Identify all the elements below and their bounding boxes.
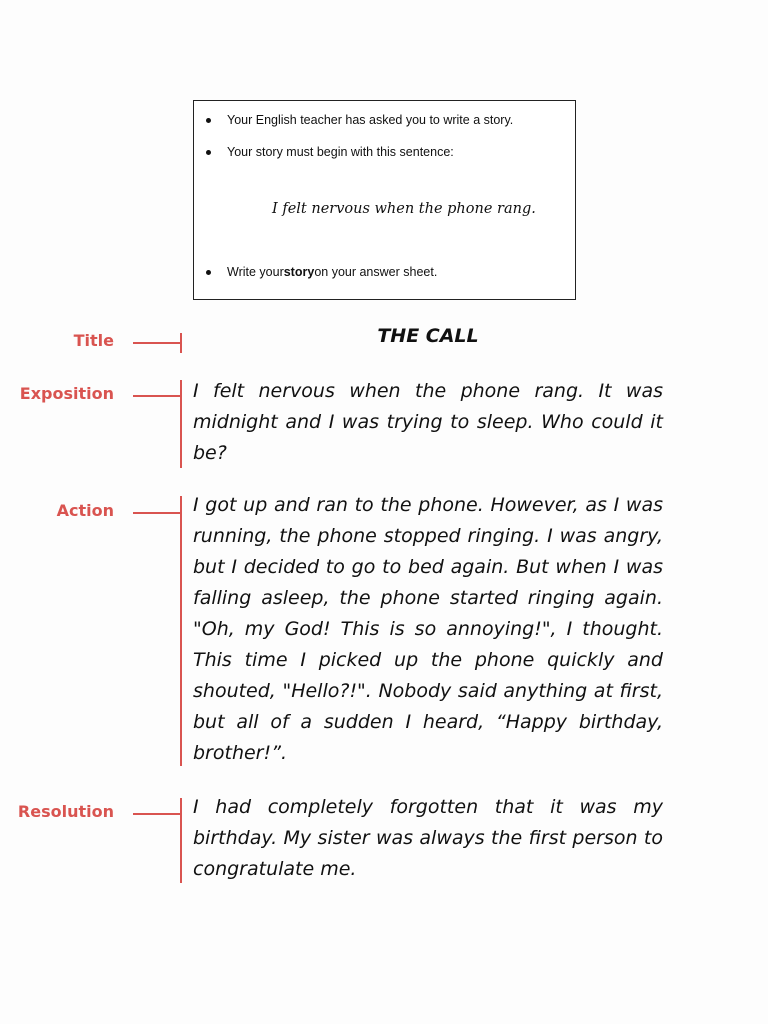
- label-title: Title: [73, 331, 114, 350]
- paragraph-resolution: I had completely forgotten that it was my birthday. My sister was always the first person to congratulate me.: [193, 796, 663, 880]
- story-title: THE CALL: [377, 325, 479, 347]
- task-item: [206, 265, 437, 279]
- connector-resolution: [133, 813, 181, 815]
- paragraph-action: I got up and ran to the phone. However, as I was running, the phone stopped ringing. I was angry, but I decided to go to bed again. But when I was falling asleep, the phone started ringing again. "Oh, my God! This is so annoying!", I thought. This time I picked up the phone quickly and shouted, "Hello?!". Nobody said anything at first, but all of a sudden I heard, “Happy birthday, brother!”.: [193, 494, 663, 764]
- task-item-text-suffix: on your answer sheet.: [314, 265, 438, 279]
- bracket-exposition: [180, 380, 182, 468]
- task-item: [206, 113, 513, 127]
- label-action: Action: [56, 501, 114, 520]
- paragraph-exposition: I felt nervous when the phone rang. It was midnight and I was trying to sleep. Who could it be?: [193, 380, 663, 464]
- task-item-text-bold: story: [283, 265, 315, 279]
- task-item: [206, 145, 454, 159]
- task-item-text: Your story must begin with this sentence:: [227, 145, 454, 159]
- bracket-resolution: [180, 798, 182, 883]
- bracket-title: [180, 333, 182, 353]
- task-box: [193, 100, 576, 300]
- connector-exposition: [133, 395, 181, 397]
- label-exposition: Exposition: [19, 384, 114, 403]
- bullet-icon: [206, 270, 211, 275]
- label-resolution: Resolution: [17, 802, 114, 821]
- connector-title: [133, 342, 181, 344]
- bullet-icon: [206, 118, 211, 123]
- bullet-icon: [206, 150, 211, 155]
- task-item-text: Your English teacher has asked you to write a story.: [227, 113, 514, 127]
- connector-action: [133, 512, 181, 514]
- opening-sentence: I felt nervous when the phone rang.: [272, 201, 536, 217]
- bracket-action: [180, 496, 182, 766]
- task-item-text-prefix: Write your: [227, 265, 284, 279]
